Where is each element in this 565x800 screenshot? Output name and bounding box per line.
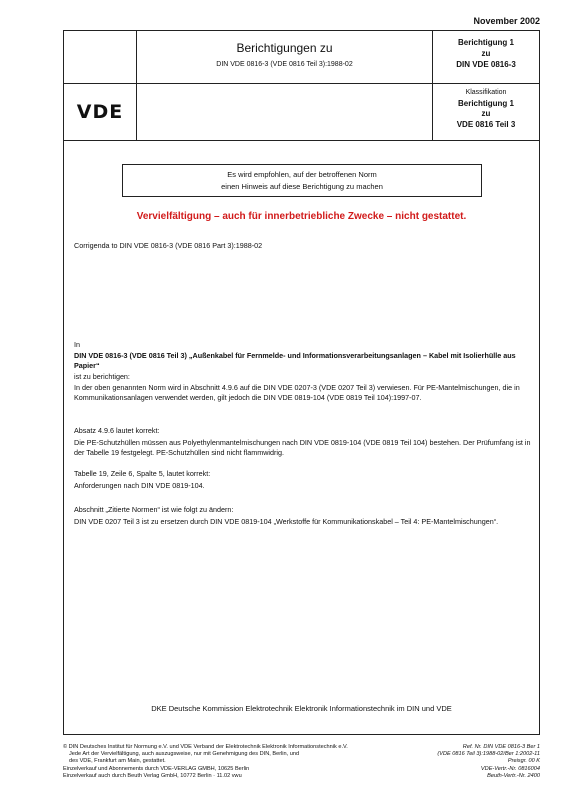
klassifikation-label: Klassifikation (465, 89, 507, 96)
berichtigung-line: Berichtigung 1 (457, 38, 514, 47)
issue-date: November 2002 (473, 16, 540, 26)
section-text: Die PE-Schutzhüllen müssen aus Polyethylenmantelmischungen nach DIN VDE 0819-104 (VDE 0819 Teil 104) bestehen. Der Prüfumfang ist in der Tabelle 19 festgelegt. PE-Schutzhüllen sind nicht flammwidrig. (74, 438, 531, 457)
berichtigung-box (433, 37, 539, 70)
to-correct: ist zu berichtigen: (74, 372, 130, 381)
footer-line: Einzelverkauf und Abonnements durch VDE-VERLAG GMBH, 10625 Berlin (63, 765, 250, 772)
intro-in: In (74, 340, 80, 349)
footer-line: Beuth-Vertr.-Nr. 2400 (487, 772, 540, 779)
section-heading: Abschnitt „Zitierte Normen“ ist wie folgt zu ändern: (74, 505, 234, 514)
section-heading: Tabelle 19, Zeile 6, Spalte 5, lautet korrekt: (74, 469, 211, 478)
dke-line: DKE Deutsche Kommission Elektrotechnik Elektronik Informationstechnik im DIN und VDE (151, 704, 452, 713)
footer-left (63, 744, 408, 780)
copy-warning: Vervielfältigung – auch für innerbetriebliche Zwecke – nicht gestattet. (136, 211, 467, 222)
notice-box (122, 164, 482, 197)
footer-line: Preisgr. 00 K (507, 758, 540, 765)
notice-line: Es wird empfohlen, auf der betroffenen Norm (227, 170, 377, 179)
vde-logo-text: VDE (76, 101, 124, 123)
klassifikation-line: Berichtigung 1 (457, 98, 514, 108)
footer-right (395, 744, 540, 780)
footer-line: © DIN Deutsches Institut für Normung e.V. und VDE Verband der Elektrotechnik Elektronik Informationstechnik e.V. (63, 744, 348, 750)
footer-line: Einzelverkauf auch durch Beuth Verlag GmbH, 10772 Berlin · 11.02 vwu (63, 772, 242, 779)
divider (432, 83, 539, 84)
divider (64, 83, 137, 84)
footer-line: des VDE, Frankfurt am Main, gestattet. (69, 758, 166, 765)
footer-line: Ref. Nr. DIN VDE 0816-3 Ber 1 (462, 744, 540, 750)
berichtigung-line: DIN VDE 0816-3 (456, 60, 516, 69)
document-frame (63, 30, 540, 735)
notice-line: einen Hinweis auf diese Berichtigung zu machen (221, 182, 383, 191)
document-title: Berichtigungen zu (236, 41, 333, 55)
berichtigung-line: zu (481, 49, 491, 58)
corrigenda-line: Corrigenda to DIN VDE 0816-3 (VDE 0816 Part 3):1988-02 (74, 241, 263, 250)
klassifikation-line: zu (481, 109, 491, 118)
section-heading: Absatz 4.9.6 lautet korrekt: (74, 426, 160, 435)
klassifikation-box (433, 88, 539, 130)
klassifikation-line: VDE 0816 Teil 3 (456, 119, 516, 129)
section-text: DIN VDE 0207 Teil 3 ist zu ersetzen durch DIN VDE 0819-104 „Werkstoffe für Kommunikationskabel – Teil 4: PE-Mantelmischungen“. (74, 517, 499, 526)
section-text: Anforderungen nach DIN VDE 0819-104. (74, 481, 205, 490)
footer-line: Jede Art der Vervielfältigung, auch auszugsweise, nur mit Genehmigung des DIN, Berlin, und (69, 751, 300, 758)
footer-line: (VDE 0816 Teil 3):1988-02/Ber 1:2002-11 (437, 751, 540, 758)
header-block (64, 31, 539, 141)
paragraph-intro: In der oben genannten Norm wird in Abschnitt 4.9.6 auf die DIN VDE 0207-3 (VDE 0207 Teil 3) verwiesen. Für PE-Mantelmischungen, die in Kommunikationsanlagen verwendet werden, gilt jedoch die DIN VDE 0819-104 (VDE 0819 Teil 104):1997-07. (74, 383, 520, 402)
vde-logo (68, 101, 132, 123)
footer-line: VDE-Vertr.-Nr. 0816004 (480, 765, 540, 772)
document-subtitle: DIN VDE 0816-3 (VDE 0816 Teil 3):1988-02 (216, 61, 353, 68)
standard-title: DIN VDE 0816-3 (VDE 0816 Teil 3) „Außenkabel für Fernmelde- und Informationsverarbeitungsanlagen – Kabel mit Isolierhülle aus Papier“ (74, 351, 516, 370)
